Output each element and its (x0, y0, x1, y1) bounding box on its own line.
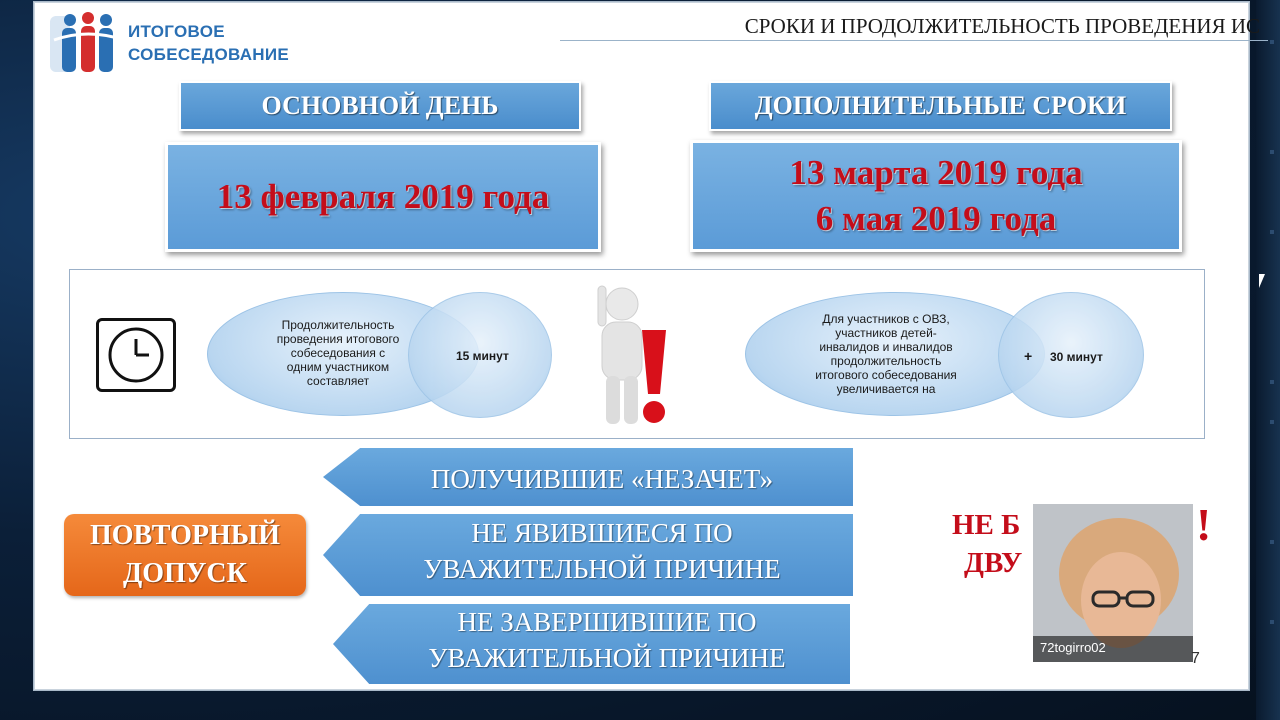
extra-days-date-box (690, 140, 1182, 252)
extra-time-text-line: увеличивается на (836, 382, 936, 396)
extra-time-text-line: Для участников с ОВЗ, (822, 312, 950, 326)
extra-day-date-2: 6 мая 2019 года (815, 199, 1057, 238)
main-day-label: ОСНОВНОЙ ДЕНЬ (179, 81, 581, 131)
extra-time-value: 30 минут (1050, 350, 1103, 364)
logo-line-1: ИТОГОВОЕ (128, 22, 225, 41)
duration-text-line: одним участником (286, 360, 390, 374)
right-scrollbar[interactable] (1256, 0, 1280, 720)
repeat-access-line-2: ДОПУСК (123, 558, 247, 589)
extra-time-text-line: продолжительность (830, 354, 942, 368)
reason-line: НЕ ЯВИВШИЕСЯ ПО (471, 518, 733, 548)
warning-line-2: ДВУ (964, 547, 1023, 579)
mouse-cursor-icon (1259, 274, 1271, 288)
webcam-username: 72togirro02 (1040, 640, 1106, 655)
extra-time-text-line: участников детей- (835, 326, 937, 340)
extra-day-date-1: 13 марта 2019 года (789, 153, 1083, 192)
extra-time-plus: + (1024, 348, 1033, 364)
main-day-date-box (165, 142, 601, 252)
duration-text-line: Продолжительность (281, 318, 395, 332)
reason-line: УВАЖИТЕЛЬНОЙ ПРИЧИНЕ (428, 643, 786, 673)
slide-number: 7 (1191, 650, 1200, 667)
reason-line: ПОЛУЧИВШИЕ «НЕЗАЧЕТ» (430, 464, 774, 494)
reason-line: НЕ ЗАВЕРШИВШИЕ ПО (457, 607, 757, 637)
repeat-access-badge (64, 514, 306, 596)
reason-text-3 (370, 604, 844, 676)
reason-text-1 (360, 461, 844, 497)
warning-exclamation: ! (1196, 499, 1212, 550)
duration-value: 15 минут (456, 349, 509, 363)
duration-text-line: проведения итогового (276, 332, 400, 346)
person-exclamation-icon (576, 276, 684, 432)
reason-line: УВАЖИТЕЛЬНОЙ ПРИЧИНЕ (423, 554, 781, 584)
duration-text-line: составляет (306, 374, 370, 388)
duration-text-line: собеседования с (290, 346, 386, 360)
warning-line-1: НЕ Б (952, 509, 1021, 541)
logo-text (128, 20, 289, 66)
webcam-video[interactable] (1033, 504, 1193, 662)
extra-time-text-line: итогового собеседования (815, 368, 957, 382)
duration-text (228, 318, 448, 388)
repeat-access-line-1: ПОВТОРНЫЙ (89, 520, 281, 551)
slide-title: СРОКИ И ПРОДОЛЖИТЕЛЬНОСТЬ ПРОВЕДЕНИЯ ИС (744, 14, 1260, 38)
logo-line-2: СОБЕСЕДОВАНИЕ (128, 45, 290, 64)
title-divider (560, 40, 1268, 41)
extra-time-text-line: инвалидов и инвалидов (819, 340, 953, 354)
warning-text (952, 506, 1042, 582)
clock-icon (96, 318, 176, 392)
main-day-date: 13 февраля 2019 года (216, 177, 550, 216)
reason-text-2 (360, 515, 844, 587)
extra-time-text (770, 312, 1002, 396)
logo-icon (48, 10, 128, 78)
extra-days-label: ДОПОЛНИТЕЛЬНЫЕ СРОКИ (709, 81, 1172, 131)
